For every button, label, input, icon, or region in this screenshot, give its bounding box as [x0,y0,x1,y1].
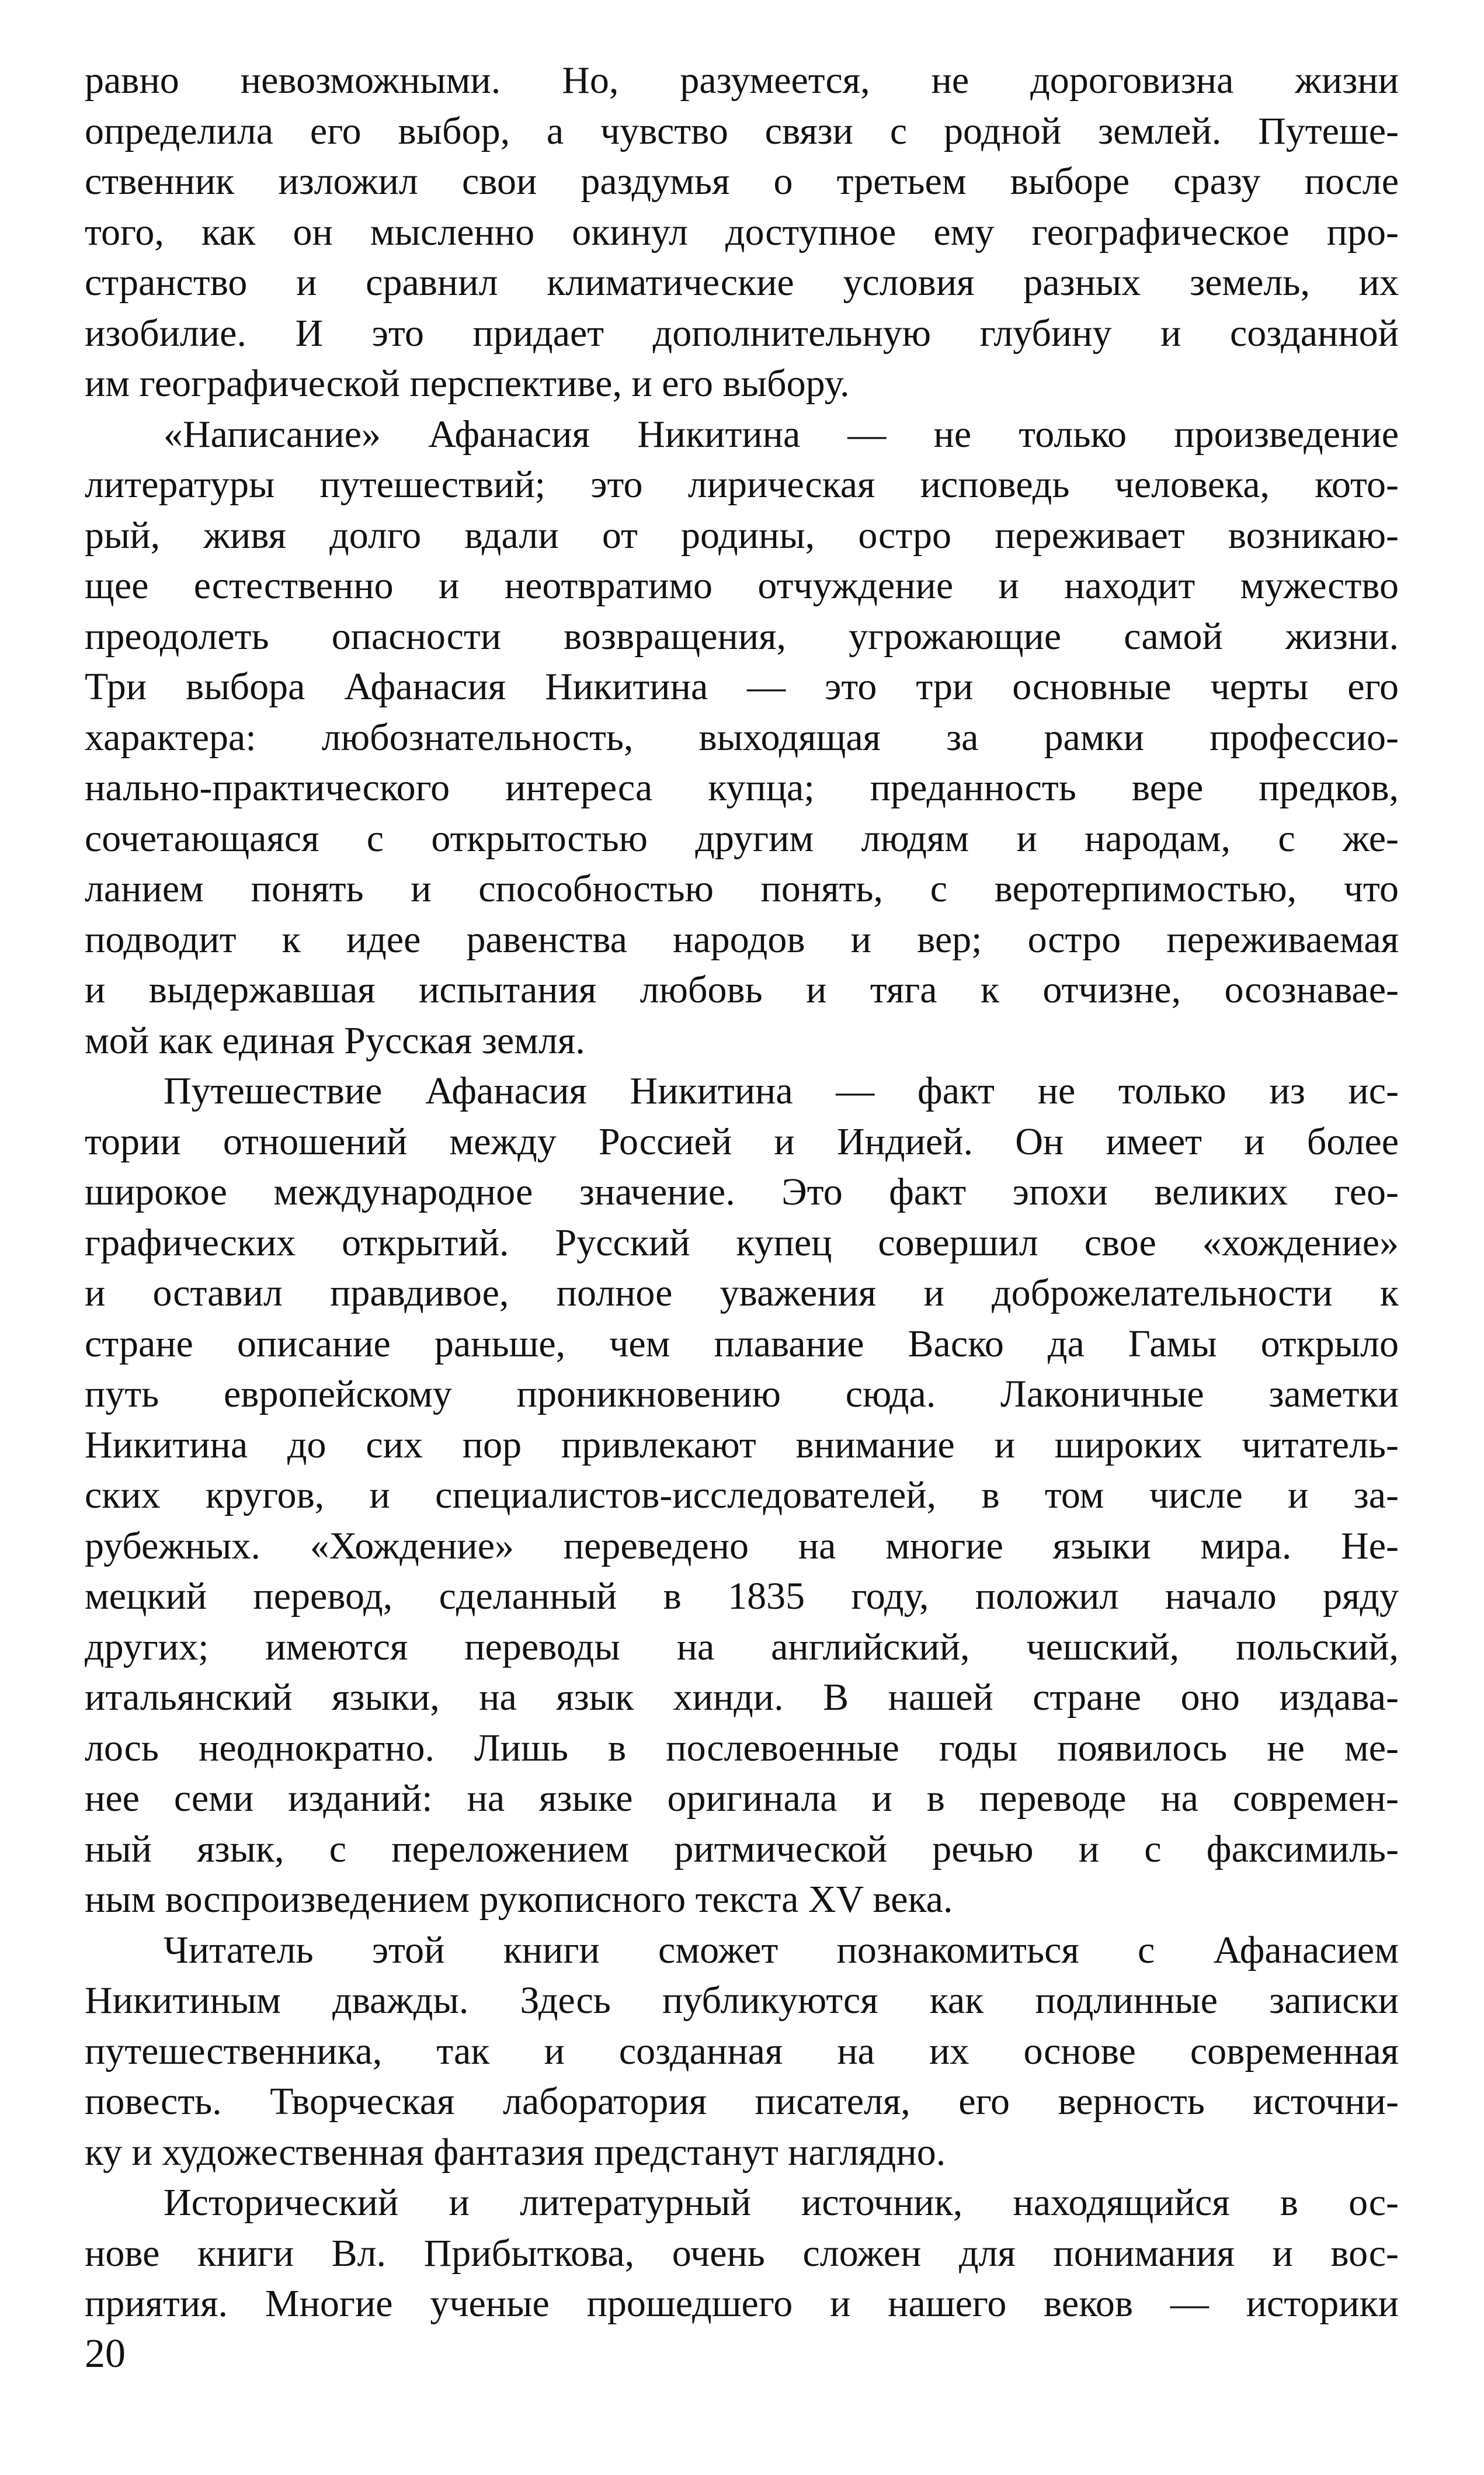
paragraph [85,2178,1399,2330]
text-line: нове книги Вл. Прибыткова, очень сложен для понимания и вос- [85,2231,1399,2275]
text-line: «Написание» Афанасия Никитина — не только произведение [164,412,1399,456]
paragraph [85,55,1399,409]
text-line: ланием понять и способностью понять, с веротерпимостью, что [85,867,1399,910]
page-number: 20 [85,2331,126,2376]
text-line: Исторический и литературный источник, находящийся в ос- [164,2181,1399,2224]
text-line: определила его выбор, а чувство связи с родной землей. Путеше- [85,109,1399,152]
text-line: рубежных. «Хождение» переведено на многие языки мира. Не- [85,1524,1399,1567]
text-line: путешественника, так и созданная на их основе современная [85,2029,1399,2073]
text-line: Никитиным дважды. Здесь публикуются как подлинные записки [85,1979,1399,2022]
text-line: сочетающаяся с открытостью другим людям и народам, с же- [85,817,1399,860]
text-line: мецкий перевод, сделанный в 1835 году, положил начало ряду [85,1575,1399,1617]
text-line: щее естественно и неотвратимо отчуждение и находит мужество [85,564,1399,607]
text-line: ный язык, с переложением ритмической речью и с факсимиль- [85,1827,1399,1870]
text-line: и оставил правдивое, полное уважения и доброжелательности к [85,1272,1399,1314]
text-line: им географической перспективе, и его выбору. [85,362,850,405]
text-line: и выдержавшая испытания любовь и тяга к отчизне, осознавае- [85,969,1399,1011]
paragraph [85,1925,1399,2178]
text-line: изобилие. И это придает дополнительную глубину и созданной [85,311,1399,355]
text-line: итальянский языки, на язык хинди. В нашей стране оно издава- [85,1676,1399,1719]
text-line: Три выбора Афанасия Никитина — это три основные черты его [85,665,1399,708]
paragraph [85,1066,1399,1925]
text-line: лось неоднократно. Лишь в послевоенные годы появилось не ме- [85,1726,1399,1769]
text-line: графических открытий. Русский купец совершил свое «хождение» [85,1221,1399,1264]
text-line: рый, живя долго вдали от родины, остро переживает возникаю- [85,513,1399,557]
text-line: Путешествие Афанасия Никитина — факт не только из ис- [164,1070,1399,1112]
text-line: преодолеть опасности возвращения, угрожающие самой жизни. [85,615,1399,658]
paragraph [85,409,1399,1067]
text-line: ских кругов, и специалистов-исследователей, в том числе и за- [85,1474,1399,1516]
text-line: стране описание раньше, чем плавание Васко да Гамы открыло [85,1322,1399,1365]
text-line: Читатель этой книги сможет познакомиться с Афанасием [164,1928,1399,1971]
text-line: характера: любознательность, выходящая за рамки профессио- [85,716,1399,759]
text-line: странство и сравнил климатические условия разных земель, их [85,261,1399,304]
text-line: ку и художественная фантазия предстанут наглядно. [85,2130,946,2174]
text-line: повесть. Творческая лаборатория писателя, его верность источни- [85,2080,1399,2123]
text-line: широкое международное значение. Это факт эпохи великих гео- [85,1171,1399,1213]
text-line: ным воспроизведением рукописного текста XV века. [85,1878,953,1921]
text-line: путь европейскому проникновению сюда. Лаконичные заметки [85,1373,1399,1415]
text-line: нее семи изданий: на языке оригинала и в переводе на современ- [85,1777,1399,1820]
text-line: мой как единая Русская земля. [85,1019,585,1062]
text-line: подводит к идее равенства народов и вер; остро переживаемая [85,918,1399,961]
text-line: тории отношений между Россией и Индией. Он имеет и более [85,1120,1399,1163]
text-line: равно невозможными. Но, разумеется, не дороговизна жизни [85,59,1399,102]
text-line: ственник изложил свои раздумья о третьем выборе сразу после [85,160,1399,203]
text-line: других; имеются переводы на английский, чешский, польский, [85,1625,1399,1668]
text-line: приятия. Многие ученые прошедшего и нашего веков — историки [85,2282,1399,2325]
text-line: литературы путешествий; это лирическая исповедь человека, кото- [85,463,1399,506]
text-line: того, как он мысленно окинул доступное ему географическое про- [85,210,1399,254]
text-line: нально-практического интереса купца; преданность вере предков, [85,766,1399,809]
book-page-text [85,55,1399,2330]
text-line: Никитина до сих пор привлекают внимание и широких читатель- [85,1423,1399,1466]
